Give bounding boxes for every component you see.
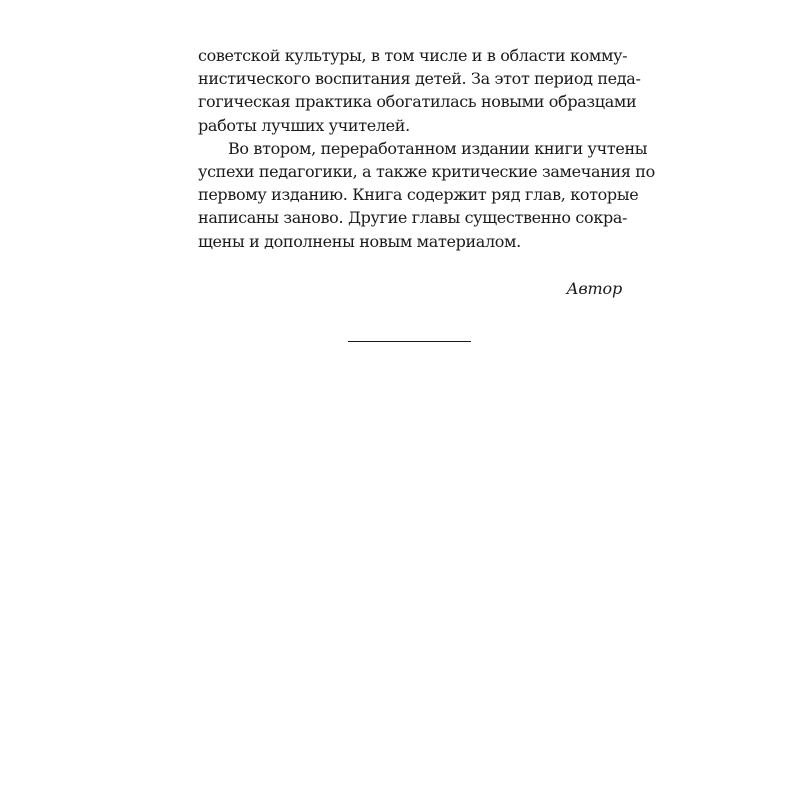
text-line: щены и дополнены новым материалом. — [198, 231, 521, 251]
text-line: нистического воспитания детей. За этот период педа- — [198, 69, 641, 89]
section-divider-rule — [348, 341, 471, 342]
text-line: первому изданию. Книга содержит ряд глав, которые — [198, 185, 639, 205]
text-line: Во втором, переработанном издании книги учтены — [228, 138, 648, 158]
text-line: работы лучших учителей. — [198, 115, 410, 135]
text-line: написаны заново. Другие главы существенно сокра- — [198, 208, 628, 228]
text-line: советской культуры, в том числе и в области комму- — [198, 46, 628, 65]
paragraph-second-edition — [198, 137, 655, 253]
text-line: успехи педагогики, а также критические замечания по — [198, 162, 655, 182]
paragraph-continuation — [198, 44, 641, 137]
body-text — [198, 44, 655, 253]
text-line: гогическая практика обогатилась новыми образцами — [198, 92, 637, 112]
author-signature: Автор — [566, 279, 622, 298]
